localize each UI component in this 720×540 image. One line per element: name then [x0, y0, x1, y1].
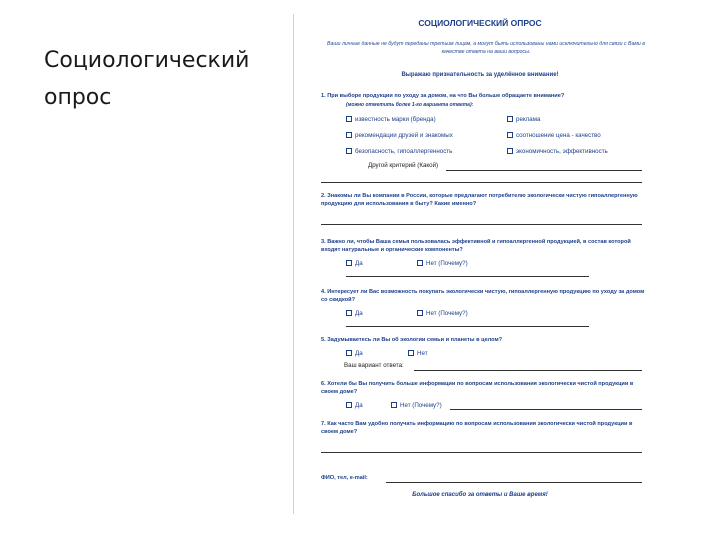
checkbox-icon[interactable]	[346, 260, 352, 266]
q6-option-no[interactable]: Нет (Почему?)	[391, 402, 442, 409]
q2-answer-line[interactable]	[321, 224, 642, 225]
checkbox-icon[interactable]	[346, 402, 352, 408]
checkbox-icon[interactable]	[417, 310, 423, 316]
q4-option-no[interactable]: Нет (Почему?)	[417, 310, 468, 317]
contact-input-line[interactable]	[386, 482, 642, 483]
q4-answer-line[interactable]	[346, 326, 589, 327]
checkbox-icon[interactable]	[346, 132, 352, 138]
intro-text: Ваши личные данные не будут переданы третьим лицам, а могут быть использованы нами исключительно для связи с Вами в качестве ответа на ваши вопросы.	[327, 41, 645, 55]
checkbox-icon[interactable]	[417, 260, 423, 266]
checkbox-icon[interactable]	[507, 148, 513, 154]
footer-thanks: Большое спасибо за ответы и Ваше время!	[412, 492, 548, 498]
q3-answer-line[interactable]	[346, 276, 589, 277]
thanks-line: Выражаю признательность за уделённое внимание!	[401, 72, 559, 78]
q3-option-yes[interactable]: Да	[346, 260, 363, 267]
question-3: 3. Важно ли, чтобы Ваша семья пользовалась эффективной и гипоаллергенной продукцией, в состав которой входят натуральные и органические компоненты?	[321, 239, 631, 253]
question-1-note: (можно отметить более 1-го варианта ответа):	[346, 102, 474, 108]
checkbox-icon[interactable]	[408, 350, 414, 356]
checkbox-icon[interactable]	[346, 116, 352, 122]
q7-answer-line[interactable]	[321, 452, 642, 453]
q1-option-ads[interactable]: реклама	[507, 116, 540, 123]
checkbox-icon[interactable]	[346, 148, 352, 154]
checkbox-icon[interactable]	[507, 116, 513, 122]
checkbox-icon[interactable]	[346, 310, 352, 316]
q1-other-label: Другой критерий (Какой)	[368, 162, 439, 169]
question-6: 6. Хотели бы Вы получить больше информации по вопросам использования экологически чистой продукции в своем доме?	[321, 381, 634, 395]
q3-option-no[interactable]: Нет (Почему?)	[417, 260, 468, 267]
q5-own-answer-label: Ваш вариант ответа:	[344, 362, 404, 369]
q1-option-price-quality[interactable]: соотношение цена - качество	[507, 132, 601, 139]
question-5: 5. Задумываетесь ли Вы об экологии семьи и планеты в целом?	[321, 337, 503, 343]
q6-answer-line[interactable]	[450, 409, 642, 410]
q1-option-efficiency[interactable]: экономичность, эффективность	[507, 148, 608, 155]
q1-other-input-line[interactable]	[446, 170, 642, 171]
survey-document	[293, 14, 666, 514]
checkbox-icon[interactable]	[507, 132, 513, 138]
question-1: 1. При выборе продукции по уходу за домом, на что Вы больше обращаете внимание?	[321, 93, 565, 99]
document-title: СОЦИОЛОГИЧЕСКИЙ ОПРОС	[418, 18, 542, 28]
q1-option-safety[interactable]: безопасность, гипоаллергенность	[346, 148, 452, 155]
q5-option-no[interactable]: Нет	[408, 350, 428, 357]
q1-option-recommendations[interactable]: рекомендации друзей и знакомых	[346, 132, 453, 139]
question-2: 2. Знакомы ли Вы компании в России, которые предлагают потребителю экологически чистую гипоаллергенную продукцию для использования в быту? Какие именно?	[321, 193, 638, 207]
question-7: 7. Как часто Вам удобно получать информацию по вопросам использования экологически чистой продукции в своем доме?	[321, 421, 633, 435]
checkbox-icon[interactable]	[391, 402, 397, 408]
contact-label: ФИО, тел, e-mail:	[321, 475, 368, 481]
checkbox-icon[interactable]	[346, 350, 352, 356]
q6-option-yes[interactable]: Да	[346, 402, 363, 409]
q4-option-yes[interactable]: Да	[346, 310, 363, 317]
q1-option-brand[interactable]: известность марки (бренда)	[346, 116, 436, 123]
q5-option-yes[interactable]: Да	[346, 350, 363, 357]
question-4: 4. Интересует ли Вас возможность покупать экологически чистую, гипоаллергенную продукцию по уходу за домом со скидкой?	[321, 289, 645, 303]
q1-answer-line[interactable]	[321, 182, 642, 183]
q5-own-answer-line[interactable]	[414, 370, 642, 371]
slide-title: Социологический опрос	[44, 48, 250, 110]
